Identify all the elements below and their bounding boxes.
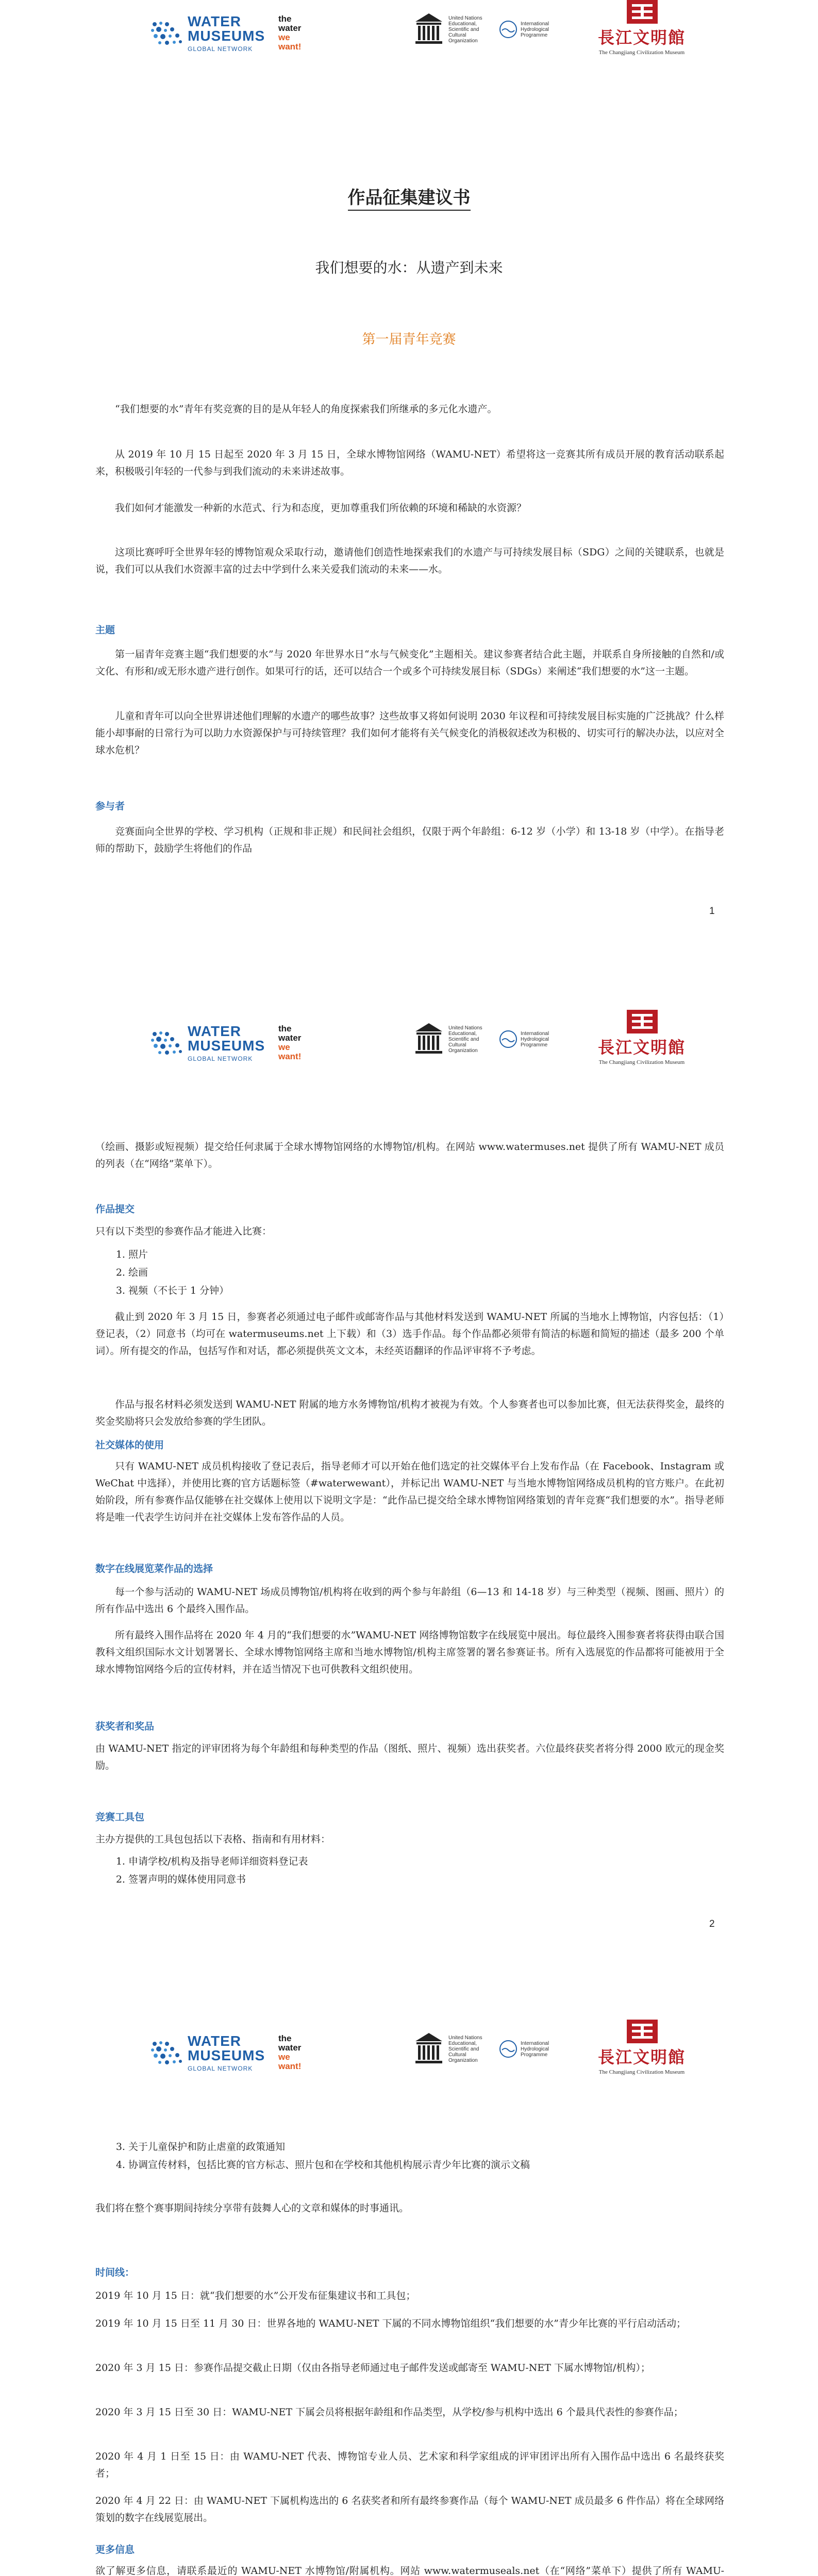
want-line-3: we <box>278 1042 290 1052</box>
page-header-3 <box>0 2020 818 2081</box>
museum-name-cn: 長江文明館 <box>598 28 686 47</box>
intro-paragraph-4: 这项比赛呼吁全世界年轻的博物馆观众采取行动，邀请他们创造性地探索我们的水遗产与可持续发展目标（SDG）之间的关键联系，也就是说，我们可以从我们水资源丰富的过去中学到什么来关爱我们流动的未来——水。 <box>95 547 724 575</box>
section-social-heading: 社交媒体的使用 <box>95 1439 164 1451</box>
intro-paragraph-2: 从 2019 年 10 月 15 日起至 2020 年 3 月 15 日，全球水博物馆网络（WAMU-NET）希望将这一竞赛其所有成员开展的教育活动联系起来，积极吸引年轻的一代参与到我们流动的未来讲述故事。 <box>95 449 724 477</box>
section-more-info-heading: 更多信息 <box>95 2544 135 2555</box>
timeline-item-2: 2019 年 10 月 15 日至 11 月 30 日：世界各地的 WAMU-NET 下属的不同水博物馆组织“我们想要的水”青少年比赛的平行启动活动； <box>95 2318 686 2329</box>
ihp-icon <box>499 20 517 39</box>
section-submission-heading: 作品提交 <box>95 1204 135 1215</box>
list-item: 1. 照片 <box>128 1246 747 1264</box>
unesco-text: United Nations Educational, Scientific and Cultural Organization <box>448 1025 482 1054</box>
timeline-item-4: 2020 年 3 月 15 日至 30 日：WAMU-NET 下属会员将根据年龄组和作品类型，从学校/参与机构中选出 6 个最具代表性的参赛作品； <box>95 2406 683 2418</box>
wamu-title-2: MUSEUMS <box>188 1038 265 1054</box>
toolkit-list <box>95 1853 747 1889</box>
social-paragraph: 只有 WAMU-NET 成员机构接收了登记表后，指导老师才可以开始在他们选定的社交媒体平台上发布作品（在 Facebook、Instagram 或 WeChat 中选择），并使用比赛的官方话题标签（#waterwewant），并标记出 WAMU-NET 与当地水博物馆网络成员机构的官方账户。在此初始阶段，所有参赛作品仅能够在社交媒体上使用以下说明文字是：“此作品已提交给全球水博物馆网络策划的青年竞赛“我们想要的水”。指导老师将是唯一代表学生访问并在社交媒体上发布答作品的人员。 <box>95 1461 724 1523</box>
winners-paragraph: 由 WAMU-NET 指定的评审团将为每个年龄组和每种类型的作品（图纸、照片、视频）选出获奖者。六位最终获奖者将分得 2000 欧元的现金奖励。 <box>95 1743 724 1771</box>
changjiang-museum-logo <box>598 2044 686 2075</box>
want-line-2: water <box>278 2043 302 2053</box>
list-item: 2. 绘画 <box>128 1264 747 1282</box>
wamu-title-1: WATER <box>188 13 242 29</box>
selection-paragraph-2: 所有最终入围作品将在 2020 年 4 月的“我们想要的水”WAMU-NET 网络博物馆数字在线展览中展出。每位最终入围参赛者将获得由联合国教科文组织国际水文计划署署长、全球水博物馆网络主席和当地水博物馆/机构主席签署的署名参赛证书。所有入选展览的作品都将可能被用于全球水博物馆网络今后的宣传材料，并在适当情况下也可供教科文组织使用。 <box>95 1630 724 1675</box>
museum-seal-icon <box>627 2020 658 2043</box>
toolkit-intro: 主办方提供的工具包包括以下表格、指南和有用材料： <box>95 1834 331 1845</box>
want-line-1: the <box>278 1024 292 1033</box>
want-line-4: want! <box>278 1052 302 1061</box>
list-item: 3. 关于儿童保护和防止虐童的政策通知 <box>128 2138 747 2156</box>
submission-paragraph-1: 截止到 2020 年 3 月 15 日，参赛者必须通过电子邮件或邮寄作品与其他材料发送到 WAMU-NET 所属的当地水上博物馆，内容包括：（1）登记表，（2）同意书（均可在 watermuseums.net 上下载）和（3）选手作品。每个作品都必须带有简洁的标题和简短的描述（最多 200 个单词）。所有提交的作品，包括写作和对话，都必须提供英文文本，未经英语翻译的作品评审将不予考虑。 <box>95 1311 724 1357</box>
timeline-item-6: 2020 年 4 月 22 日：由 WAMU-NET 下属机构选出的 6 名获奖者和所有最终参赛作品（每个 WAMU-NET 成员最多 6 件作品）将在全球网络策划的数字在线展览展出。 <box>95 2495 724 2523</box>
wamu-subtitle: GLOBAL NETWORK <box>188 1055 253 1062</box>
intro-paragraph-3: 我们如何才能激发一种新的水范式、行为和态度，更加尊重我们所依赖的环境和稀缺的水资源？ <box>115 502 527 514</box>
unesco-text: United Nations Educational, Scientific and Cultural Organization <box>448 15 482 44</box>
museum-name-cn: 長江文明館 <box>598 1038 686 1057</box>
document-subtitle: 我们想要的水：从遗产到未来 <box>315 259 503 276</box>
ihp-icon <box>499 1030 517 1048</box>
want-line-1: the <box>278 2033 292 2043</box>
museum-name-en: The Changjiang Civilization Museum <box>598 2069 685 2075</box>
wamu-subtitle: GLOBAL NETWORK <box>188 45 253 53</box>
list-item: 4. 协调宣传材料，包括比赛的官方标志、照片包和在学校和其他机构展示青少年比赛的演示文稿 <box>128 2156 747 2174</box>
changjiang-museum-logo <box>598 25 686 56</box>
water-we-want-logo <box>278 2034 301 2071</box>
wamu-logo <box>149 2034 265 2072</box>
want-line-4: want! <box>278 42 302 52</box>
wamu-title-1: WATER <box>188 1023 242 1039</box>
page-number-1: 1 <box>709 906 715 917</box>
unesco-text: United Nations Educational, Scientific and Cultural Organization <box>448 2035 482 2063</box>
water-drops-icon <box>149 1029 183 1058</box>
submission-intro: 只有以下类型的参赛作品才能进入比赛： <box>95 1226 272 1237</box>
list-item: 1. 申请学校/机构及指导老师详细资料登记表 <box>128 1853 747 1871</box>
ihp-text: International Hydrological Programme <box>521 21 549 38</box>
want-line-3: we <box>278 2052 290 2062</box>
museum-seal-icon <box>627 0 658 24</box>
section-toolkit-heading: 竞赛工具包 <box>95 1811 145 1823</box>
section-theme-heading: 主题 <box>95 624 115 636</box>
intro-paragraph-1: “我们想要的水”青年有奖竞赛的目的是从年轻人的角度探索我们所继承的多元化水遗产。 <box>115 403 497 415</box>
page-number-2: 2 <box>709 1919 715 1929</box>
wamu-title-2: MUSEUMS <box>188 28 265 44</box>
want-line-3: we <box>278 32 290 42</box>
page-header-2 <box>0 1010 818 1072</box>
want-line-1: the <box>278 14 292 24</box>
museum-seal-icon <box>627 1010 658 1033</box>
changjiang-museum-logo <box>598 1035 686 1065</box>
timeline-item-5: 2020 年 4 月 1 日至 15 日：由 WAMU-NET 代表、博物馆专业人员、艺术家和科学家组成的评审团评出所有入围作品中选出 6 名最终获奖者； <box>95 2451 724 2479</box>
toolkit-list-continued <box>95 2138 747 2174</box>
unesco-logo <box>412 2031 558 2067</box>
timeline-item-3: 2020 年 3 月 15 日：参赛作品提交截止日期（仅由各指导老师通过电子邮件发送或邮寄至 WAMU-NET 下属水博物馆/机构）； <box>95 2362 650 2374</box>
unesco-logo <box>412 1021 558 1057</box>
ihp-icon <box>499 2040 517 2058</box>
list-item: 2. 签署声明的媒体使用同意书 <box>128 1871 747 1889</box>
unesco-temple-icon <box>412 2031 445 2067</box>
wamu-logo <box>149 14 265 53</box>
submission-type-list <box>95 1246 747 1300</box>
ihp-text: International Hydrological Programme <box>521 2040 549 2058</box>
submission-paragraph-2: 作品与报名材料必须发送到 WAMU-NET 附属的地方水务博物馆/机构才被视为有效。个人参赛者也可以参加比赛，但无法获得奖金，最终的奖金奖励将只会发放给参赛的学生团队。 <box>95 1399 724 1427</box>
water-drops-icon <box>149 2039 183 2067</box>
want-line-4: want! <box>278 2061 302 2071</box>
more-info-paragraph: 欲了解更多信息，请联系最近的 WAMU-NET 水博物馆/附属机构。网站 www.watermuseals.net（在“网络”菜单下）提供了所有 WAMU- <box>95 2565 724 2576</box>
selection-paragraph-1: 每一个参与活动的 WAMU-NET 场成员博物馆/机构将在收到的两个参与年龄组（6—13 和 14-18 岁）与三种类型（视频、图画、照片）的所有作品中选出 6 个最终入围作品。 <box>95 1586 724 1615</box>
ihp-text: International Hydrological Programme <box>521 1030 549 1048</box>
participants-paragraph: 竞赛面向全世界的学校、学习机构（正规和非正规）和民间社会组织，仅限于两个年龄组：6-12 岁（小学）和 13-18 岁（中学）。在指导老师的帮助下，鼓励学生将他们的作品 <box>95 826 724 854</box>
unesco-temple-icon <box>412 1021 445 1057</box>
document-title: 作品征集建议书 <box>0 183 818 209</box>
section-participants-heading: 参与者 <box>95 801 125 812</box>
museum-name-en: The Changjiang Civilization Museum <box>598 49 685 56</box>
wamu-title-2: MUSEUMS <box>188 2047 265 2063</box>
theme-paragraph-1: 第一届青年竞赛主题“我们想要的水”与 2020 年世界水日“水与气候变化”主题相关。建议参赛者结合此主题，并联系自身所接触的自然和/或文化、有形和/或无形水遗产进行创作。如果可行的话，还可以结合一个或多个可持续发展目标（SDGs）来阐述“我们想要的水”这一主题。 <box>95 649 724 677</box>
toolkit-closing: 我们将在整个赛事期间持续分享带有鼓舞人心的文章和媒体的时事通讯。 <box>95 2202 409 2214</box>
water-drops-icon <box>149 19 183 48</box>
want-line-2: water <box>278 23 302 33</box>
wamu-title-1: WATER <box>188 2033 242 2049</box>
theme-paragraph-2: 儿童和青年可以向全世界讲述他们理解的水遗产的哪些故事？这些故事又将如何说明 2030 年议程和可持续发展目标实施的广泛挑战？什么样能小却事耐的日常行为可以助力水资源保护与可持续管理？我们如何才能将有关气候变化的消极叙述改为积极的、切实可行的解决办法，以应对全球水危机？ <box>95 710 724 756</box>
section-selection-heading: 数字在线展览菜作品的选择 <box>95 1563 213 1574</box>
museum-name-en: The Changjiang Civilization Museum <box>598 1059 685 1065</box>
page-header-1 <box>0 0 818 62</box>
unesco-temple-icon <box>412 11 445 47</box>
section-winners-heading: 获奖者和奖品 <box>95 1721 155 1732</box>
water-we-want-logo <box>278 1024 301 1061</box>
museum-name-cn: 長江文明館 <box>598 2047 686 2067</box>
timeline-item-1: 2019 年 10 月 15 日：就“我们想要的水”公开发布征集建议书和工具包； <box>95 2290 416 2301</box>
list-item: 3. 视频（不长于 1 分钟） <box>128 1282 747 1300</box>
wamu-logo <box>149 1024 265 1062</box>
wamu-subtitle: GLOBAL NETWORK <box>188 2065 253 2072</box>
edition-heading: 第一届青年竞赛 <box>362 332 456 347</box>
unesco-logo <box>412 11 558 47</box>
participants-continued: （绘画、摄影或短视频）提交给任何隶属于全球水博物馆网络的水博物馆/机构。在网站 www.watermuses.net 提供了所有 WAMU-NET 成员的列表（在“网络”菜单下）。 <box>95 1141 724 1170</box>
water-we-want-logo <box>278 14 301 52</box>
section-timeline-heading: 时间线： <box>95 2267 135 2278</box>
want-line-2: water <box>278 1033 302 1043</box>
